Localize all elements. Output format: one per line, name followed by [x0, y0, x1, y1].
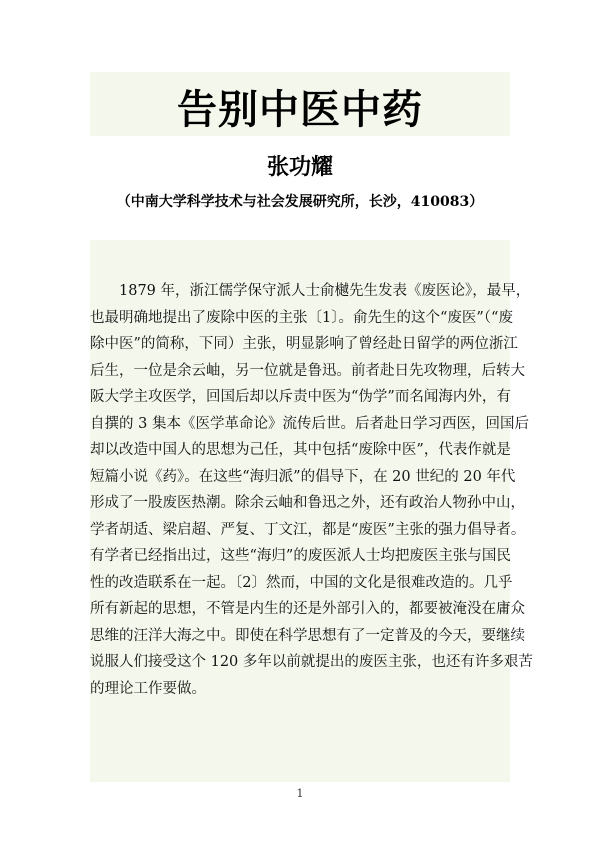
body-line: 形成了一股废医热潮。除余云岫和鲁迅之外，还有政治人物孙中山，	[90, 495, 525, 511]
body-line: 1879 年，浙江儒学保守派人士俞樾先生发表《废医论》，最早，	[90, 283, 531, 299]
body-line: 除中医”的简称，下同）主张，明显影响了曾经赴日留学的两位浙江	[90, 336, 518, 352]
body-line: 说服人们接受这个 120 多年以前就提出的废医主张，也还有许多艰苦	[90, 654, 533, 670]
author-affiliation: （中南大学科学技术与社会发展研究所，长沙，410083）	[116, 194, 484, 210]
body-line: 阪大学主攻医学，回国后却以斥责中医为“伪学”而名闻海内外，有	[90, 389, 511, 405]
body-paragraph	[90, 278, 533, 702]
body-line: 也最明确地提出了废除中医的主张〔1〕。俞先生的这个“废医”（“废	[90, 309, 513, 326]
body-line: 后生，一位是余云岫，另一位就是鲁迅。前者赴日先攻物理，后转大	[90, 362, 525, 379]
body-line: 短篇小说《药》。在这些“海归派”的倡导下，在 20 世纪的 20 年代	[90, 468, 516, 485]
page-number: 1	[296, 787, 304, 800]
body-line: 自撰的 3 集本《医学革命论》流传后世。后者赴日学习西医，回国后	[90, 415, 529, 432]
page-title: 告别中医中药	[177, 87, 423, 133]
body-line: 性的改造联系在一起。〔2〕然而，中国的文化是很难改造的。几乎	[90, 574, 513, 591]
body-line: 思维的汪洋大海之中。即使在科学思想有了一定普及的今天，要继续	[90, 627, 525, 644]
body-line: 却以改造中国人的思想为己任，其中包括“废除中医”，代表作就是	[90, 442, 511, 458]
body-line: 有学者已经指出过，这些“海归”的废医派人士均把废医主张与国民	[90, 548, 511, 564]
body-line: 所有新起的思想，不管是内生的还是外部引入的，都要被淹没在庸众	[90, 601, 525, 617]
body-line: 的理论工作要做。	[90, 680, 206, 697]
body-line: 学者胡适、梁启超、严复、丁文江，都是“废医”主张的强力倡导者。	[90, 521, 526, 538]
author-name: 张功耀	[266, 154, 333, 180]
